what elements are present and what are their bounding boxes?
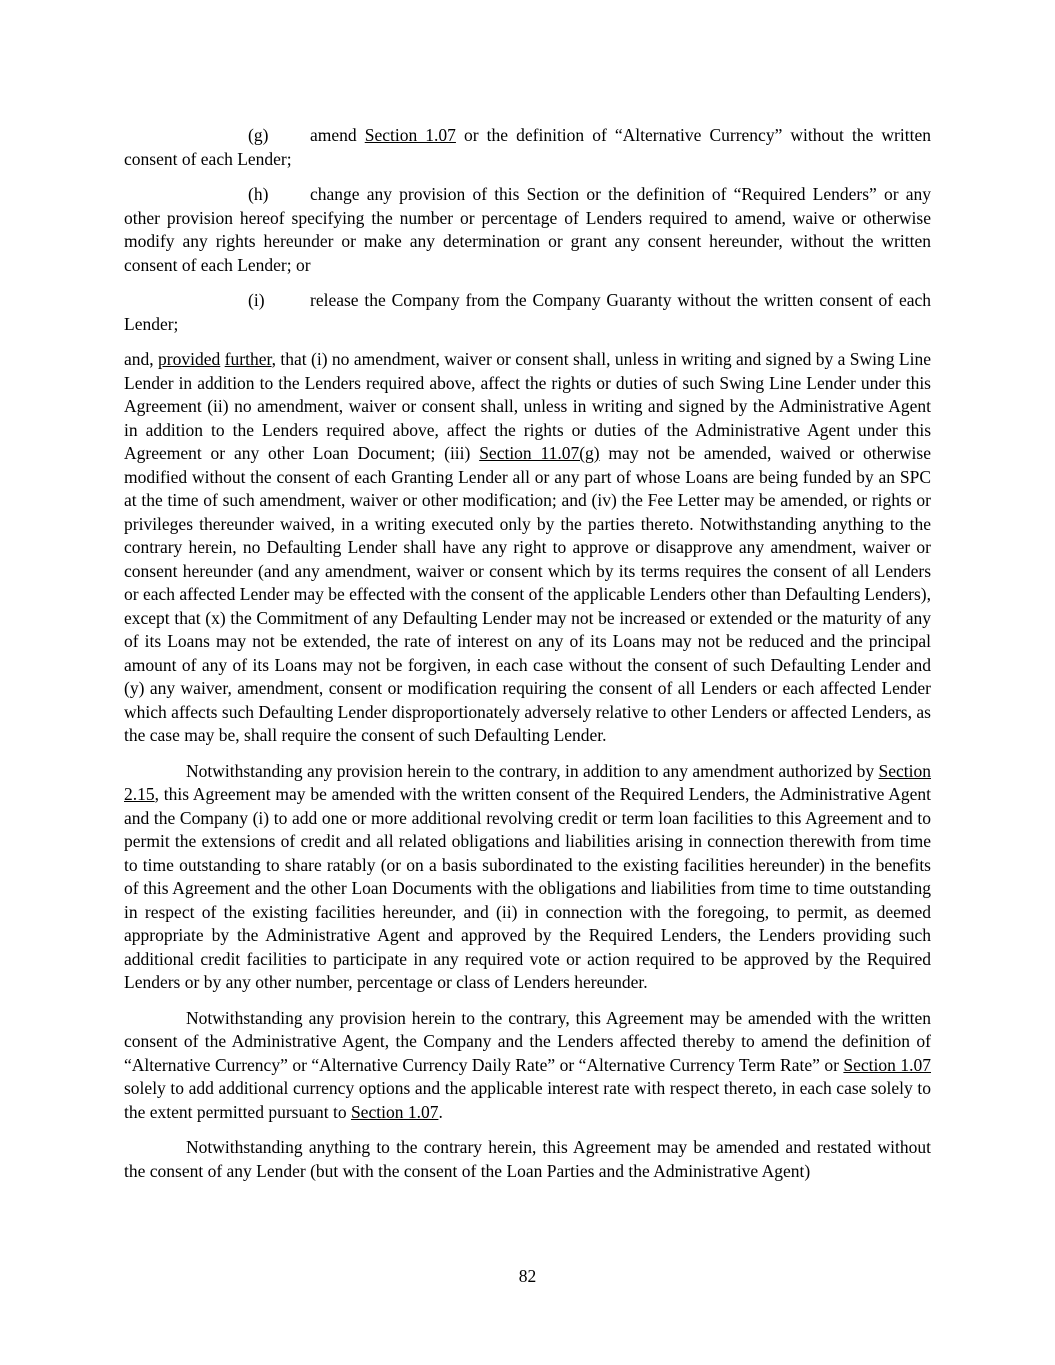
alternative-currency-paragraph: Notwithstanding any provision herein to the contrary, this Agreement may be amended with the written consent of the Administrative Agent, the Company and the Lenders affected thereby to amend the definition of “Alternative Currency” or “Alternative Currency Daily Rate” or “Alternative Currency Term Rate” or Section 1.07 solely to add additional currency options and the applicable interest rate with respect thereto, in each case solely to the extent permitted pursuant to Section 1.07.: [124, 1007, 931, 1122]
proviso-paragraph: and, provided further, that (i) no amendment, waiver or consent shall, unless in writing and signed by a Swing Line Lender in addition to the Lenders required above, affect the rights or duties of such Swing Line Lender under this Agreement (ii) no amendment, waiver or consent shall, unless in writing and signed by the Administrative Agent in addition to the Lenders required above, affect the rights or duties of the Administrative Agent under this Agreement or any other Loan Document; (iii) Section 11.07(g) may not be amended, waived or otherwise modified without the consent of each Granting Lender all or any part of whose Loans are being funded by an SPC at the time of such amendment, waiver or other modification; and (iv) the Fee Letter may be amended, or rights or privileges thereunder waived, in a writing executed only by the parties thereto. Notwithstanding anything to the contrary herein, no Defaulting Lender shall have any right to approve or disapprove any amendment, waiver or consent hereunder (and any amendment, waiver or consent which by its terms requires the consent of all Lenders or each affected Lender may be effected with the consent of the applicable Lenders other than Defaulting Lenders), except that (x) the Commitment of any Defaulting Lender may not be increased or extended or the maturity of any of its Loans may not be extended, the rate of interest on any of its Loans may not be reduced and the principal amount of any of its Loans may not be forgiven, in each case without the consent of such Defaulting Lender and (y) any waiver, amendment, consent or modification requiring the consent of all Lenders or each affected Lender which affects such Defaulting Lender disproportionately adversely relative to other Lenders or affected Lenders, as the case may be, shall require the consent of such Defaulting Lender.: [124, 349, 931, 745]
additional-facilities-paragraph: Notwithstanding any provision herein to the contrary, in addition to any amendment authorized by Section 2.15, this Agreement may be amended with the written consent of the Required Lenders, the Administrative Agent and the Company (i) to add one or more additional revolving credit or term loan facilities to this Agreement and to permit the extensions of credit and all related obligations and liabilities arising in connection therewith from time to time outstanding to share ratably (or on a basis subordinated to the existing facilities hereunder) in the benefits of this Agreement and the other Loan Documents with the obligations and liabilities from time to time outstanding in respect of the existing facilities hereunder, and (ii) in connection with the foregoing, to permit, as deemed appropriate by the Administrative Agent and approved by the Required Lenders, the Lenders providing such additional credit facilities to participate in any required vote or action required to be approved by the Required Lenders or by any other number, percentage or class of Lenders hereunder.: [124, 760, 931, 992]
page-number: 82: [518, 1266, 537, 1286]
clause-g: (g) amend Section 1.07 or the definition of “Alternative Currency” without the written consent of each Lender;: [124, 125, 931, 169]
provided-term: provided: [158, 349, 221, 369]
section-reference: Section 1.07: [350, 1101, 439, 1122]
section-reference: Section 1.07: [364, 125, 456, 145]
clause-label: (i): [248, 290, 265, 310]
clause-h: (h) change any provision of this Section or the definition of “Required Lenders” or any other provision hereof specifying the number or percentage of Lenders required to amend, waive or otherwise modify any rights hereunder or make any determination or grant any consent hereunder, without the written consent of each Lender; or: [124, 184, 931, 275]
section-reference: Section 2.15: [124, 760, 931, 804]
document-page: [124, 124, 931, 1195]
section-reference: Section 1.07: [843, 1054, 931, 1075]
clause-label: (g): [248, 125, 269, 145]
section-reference: Section 11.07(g): [479, 443, 600, 463]
further-term: further: [224, 349, 272, 369]
clause-label: (h): [248, 184, 269, 204]
amend-restate-paragraph: Notwithstanding anything to the contrary herein, this Agreement may be amended and restated without the consent of any Lender (but with the consent of the Loan Parties and the Administrative Agent): [124, 1137, 931, 1181]
clause-i: (i) release the Company from the Company Guaranty without the written consent of each Lender;: [124, 290, 931, 334]
